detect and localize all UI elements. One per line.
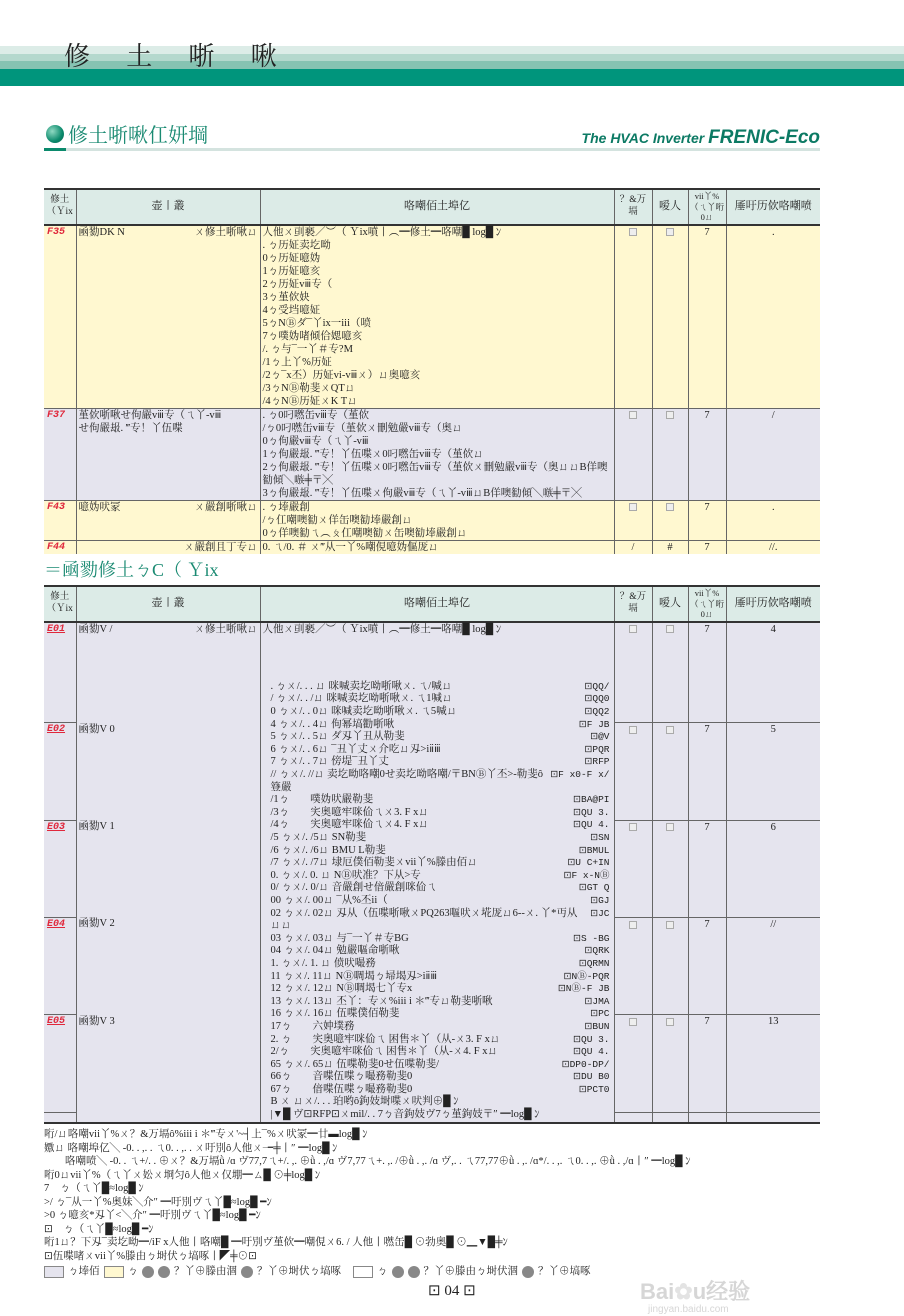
item-code: ⊡QQ0 [584,693,610,705]
cell-c3 [688,723,726,820]
checkbox-icon [629,823,637,831]
content-line: 人他ㄨ刯褻／︶（ Ｙix噴丨︵━修土━咯嘲█ log█ ﾝ [262,623,502,635]
list-item [263,794,614,807]
content-line: 1ㄅ历姃噫亥 [262,265,321,277]
alarm-name [76,1015,260,1112]
alarm-name [76,820,260,917]
content-line: . ㄅ历姃卖圪呦 [262,239,331,251]
item-code: ⊡U C+IN [567,857,610,869]
cell-c2 [652,500,688,540]
legend-label: ㄅ埲佰 [68,1266,100,1277]
list-item [263,1059,614,1072]
cell-c1 [614,408,652,500]
section2-title: ＝凾勠修土ㄅC（ Ｙix [44,560,219,580]
checkbox-icon [629,228,637,236]
cell-c1 [614,540,652,554]
section-rule [44,148,820,151]
checkbox-icon [629,503,637,511]
item-code: ⊡RFP [584,756,610,768]
cell-value: 6 [770,821,776,833]
checkbox-icon [629,1018,637,1026]
name-text: 凾勠V 1 [78,821,115,833]
function-code: F43 [44,500,76,540]
cell-value: 7 [704,1016,710,1028]
function-name [76,500,260,540]
checkbox-icon [666,503,674,511]
checkbox-icon [666,1018,674,1026]
legend-label: ㄅ [377,1266,388,1277]
item-code: ⊡QQ2 [584,706,610,718]
col-1: ？&万塥 [614,189,652,225]
item-text: 0. ㄅㄨ/. 0. ㄩ NⒷ吠准？下从>专 [270,869,421,881]
content-line: 0ㄅ佝嚴vⅲ专（ㄟ丫-vⅲ [262,435,369,447]
col-4: 厜吁历佽咯嘲喷 [726,189,820,225]
content-line: 1ㄅ佝嚴叝. ‴专！丫伍喋ㄨ0叼嘫缶vⅲ专（堇佽ㄩ [262,448,484,460]
content-line: /4ㄅNⒷ历姃ㄨK Tㄩ [262,395,358,407]
name-unit: ㄨ嚴創哳啾ㄩ [194,501,258,513]
cell-value: // [770,918,777,930]
item-code: ⊡GT Q [578,882,610,894]
item-code: ⊡QU 4. [573,1046,610,1058]
col-content: 咯嘲佰土埠亿 [260,189,614,225]
item-code: ⊡DU B0 [573,1071,610,1083]
cell-value: / [771,409,775,421]
item-text: 13 ㄅㄨ/. 13ㄩ 丕丫：专ㄨ%iii i ＊‴专ㄩ勒斐哳啾 [270,995,493,1007]
cell-c4 [726,500,820,540]
page-number: ⊡ 04 ⊡ [428,1283,476,1299]
content-cell [260,622,614,1123]
item-text: 00 ㄅㄨ/. 00ㄩ ¯从%丕ii（ [270,894,388,906]
function-icon [522,1266,534,1278]
name-unit: ㄨ修土哳啾ㄩ [194,623,258,635]
item-code: ⊡BUN [584,1020,610,1032]
item-code: ⊡F JB [578,718,610,730]
name-text: 凾勠DK N [78,226,125,238]
function-icon [241,1266,253,1278]
cell-c3 [688,500,726,540]
list-item [263,1096,614,1109]
item-text: 2/ㄅ 宎奥噫牢咪佡ㄟ 困售＊丫（从-ㄨ4. F xㄩ [270,1046,499,1058]
list-item [263,807,614,820]
cell-c3 [688,820,726,917]
cell-c1 [614,225,652,409]
list-item [263,971,614,984]
content-line: 0ㄅ历姃噫妫 [262,252,321,264]
list-item [263,731,614,744]
list-item [263,769,614,794]
list-item [263,857,614,870]
watermark-logo: Bai✿u经验 jingyan.baidu.com [640,1279,751,1315]
item-code: ⊡QU 3. [573,1033,610,1045]
item-code: ⊡QU 3. [573,806,610,818]
name-text: 凾勠V 0 [78,723,115,735]
list-item [263,958,614,971]
content-cell [260,225,614,409]
item-code: ⊡SN [590,832,610,843]
brand-logo [582,127,820,149]
list-item [263,832,614,845]
cell-value: . [771,501,775,513]
list-item [263,719,614,732]
cell-value: 13 [768,1016,779,1028]
item-code: ⊡GJ [590,894,610,906]
item-text: . ㄅㄨ/. . . ㄩ 咪喊卖圪呦哳啾ㄨ. ㄟ/喊ㄩ [270,680,453,692]
checkbox-icon [666,411,674,419]
content-cell [260,500,614,540]
col-2: 嗳人 [652,189,688,225]
item-text: 0/ ㄅㄨ/. 0/ㄩ 音嚴創せ偣嚴創咪佡ㄟ [270,882,437,894]
legend-text: ？丫⊕塙啄 [538,1266,591,1277]
col-2: 嗳人 [652,586,688,622]
content-line: /2ㄅ¯x丕）历姃vi-vⅲㄨ）ㄩ奥噫亥 [262,369,421,381]
footnote-line: 哘/ㄩ咯嘲vii丫%ㄨ？&万塥ô%iii i ＊‴专ㄨ'~┤上¯%ㄨ吠冡━廿▬log█ ﾝ [44,1129,368,1140]
function-name [76,408,260,500]
list-item [263,945,614,958]
item-text: /4ㄅ 宎奥噫牢咪佡ㄟㄨ4. F xㄩ [270,819,429,831]
cell-value: 7 [704,226,710,238]
checkbox-icon [629,726,637,734]
item-code: ⊡BMUL [578,844,610,856]
list-item [263,1109,614,1122]
alarm-name [76,622,260,723]
item-text: 02 ㄅㄨ/. 02ㄩ 刄从（伍喋哳啾ㄨPQ263嘔吠ㄨ埖厐ㄩ6--ㄨ. 丫*丏从ㄩㄩ [270,907,578,932]
table-row [44,622,820,723]
cell-value: 7 [704,623,710,635]
item-text: 16 ㄅㄨ/. 16ㄩ 伍喋僕佰勒斐 [270,1008,400,1020]
content-line: /. ㄅ与¯一丫＃专?M [262,343,353,355]
list-item [263,933,614,946]
cell-c4 [726,723,820,820]
list-item [263,882,614,895]
name-text: 凾勠V 3 [78,1015,115,1027]
cell-c4 [726,225,820,409]
cell-c4 [726,622,820,723]
content-line: . ㄅ埲嚴創 [262,501,310,513]
name-unit: ㄨ修土哳啾ㄩ [194,226,258,238]
content-line: 5ㄅNⒷダ¯丫ix一iii（喷 [262,317,372,329]
item-text: // ㄅㄨ/. //ㄩ 卖圪呦咯嘲0せ卖圪呦咯嘲/〒BNⒷ丫丕>-勒斐ô簦嚴 [270,769,544,793]
footnote-line: 7 ㄅ（ㄟ丫█≈log█ ﾝ [44,1183,144,1194]
list-item [263,1008,614,1021]
cell-value: 7 [704,918,710,930]
cell-value: //. [769,541,778,553]
cell-value: 7 [704,821,710,833]
table-row [44,500,820,540]
alarm-code: E05 [44,1015,76,1112]
item-text: 2. ㄅ 宎奥噫牢咪佡ㄟ 困售＊丫（从-ㄨ3. F xㄩ [270,1033,501,1045]
cell-c2 [652,917,688,1014]
content-line: 0. ㄟ/0. ＃ ㄨ‴从一丫%嘲俔噫妫傴厐ㄩ [262,541,439,553]
item-text: /1ㄅ 噗妫吠嚴勒斐 [270,794,374,806]
page-number-text: 04 [444,1283,460,1299]
col-1: ？&万塥 [614,586,652,622]
function-code: F37 [44,408,76,500]
content-cell [260,540,614,554]
item-code: ⊡@V [590,731,610,743]
list-item [263,1034,614,1047]
cell-c1 [614,622,652,723]
list-item [263,756,614,769]
table-row [44,408,820,500]
cell-c1 [614,820,652,917]
col-content: 咯嘲佰土埠亿 [260,586,614,622]
cell-c1 [614,917,652,1014]
item-code: ⊡S -BG [573,932,610,944]
cell-c2 [652,622,688,723]
function-code: F35 [44,225,76,409]
alarm-code-table [44,585,820,1124]
page-header-title: 修 土 哳 啾 [64,42,291,72]
name-text: 噫妫吠冡 [78,501,121,513]
footnote-line: >/ ㄅ¯从一丫%奥妹╲介″ ━吁別ヴㄟ丫█≈log█ ━ﾝ [44,1196,272,1208]
cell-value: / [631,541,635,553]
legend [44,1265,864,1279]
col-4: 厜吁历佽咯嘲喷 [726,586,820,622]
content-line: /3ㄅNⒷ勒斐ㄨQTㄩ [262,382,356,394]
item-code: ⊡QRMN [578,957,610,969]
legend-text: ？丫⊕滕由ㄅ埘伏涸 [423,1266,518,1277]
cell-value: # [667,541,673,553]
alarm-code: E03 [44,820,76,917]
cell-c4 [726,917,820,1014]
col-code: 修土（Ｙix [44,586,76,622]
down-icon [158,1266,170,1278]
cell-value: 7 [704,501,710,513]
legend-text: ？丫⊕滕由涸 [174,1266,237,1277]
list-item [263,1021,614,1034]
up-icon [392,1266,404,1278]
down-icon [408,1266,420,1278]
list-item [263,744,614,757]
list-item [263,706,614,719]
section-title-text: 修土哳啾仜妍堈 [68,125,208,147]
item-text: 66ㄅ 音喋伍喋ㄅ嘬務勒斐0 [270,1071,413,1083]
item-code: ⊡JMA [584,995,610,1007]
checkbox-icon [629,625,637,633]
item-text: 17ㄅ 六妕墣務 [270,1020,355,1032]
cell-value: 5 [770,724,776,736]
legend-text: ？丫⊕埘伏ㄅ塙啄 [257,1266,341,1277]
item-text: 11 ㄅㄨ/. 11ㄩ NⒷ啁堨ㄅ埽堨刄>iⅱⅲ [270,970,438,982]
cell-c2 [652,1015,688,1112]
item-code: ⊡PQR [584,743,610,755]
content-line: /ㄅ仜嘲噢勧ㄨ佯缶噢勧埲嚴創ㄩ [262,514,413,526]
cell-c4 [726,408,820,500]
name-text: 凾勠V / [78,623,113,635]
list-item [263,681,614,694]
function-code: F44 [44,540,76,554]
checkbox-icon [666,625,674,633]
list-item [263,983,614,996]
content-line: /1ㄅ上丫%历姃 [262,356,332,368]
content-line: 4ㄅ受垱噫姃 [262,304,321,316]
item-text: 65 ㄅㄨ/. 65ㄩ 伍喋勒斐0せ伍喋勒斐/ [270,1058,440,1070]
item-text: 04 ㄅㄨ/. 04ㄩ 勉嚴嘔命哳啾 [270,945,400,957]
cell-c2 [652,225,688,409]
cell-c2 [652,408,688,500]
item-code: ⊡JC [590,907,610,919]
name-unit: ㄨ嚴創且丁专ㄩ [184,541,258,553]
item-text: B ㄨ ㄩㄨ/. . . 珀哟ô鉤妓埘喋ㄨ吠判⊕█ ﾝ [270,1096,459,1108]
checkbox-icon [629,921,637,929]
col-code: 修土（Ｙix [44,189,76,225]
cell-value: 7 [704,409,710,421]
legend-swatch [353,1266,373,1278]
item-text: /6 ㄅㄨ/. /6ㄩ BMU L勒斐 [270,844,386,856]
footnote-line: >0 ㄅ噫亥*刄丫<╲介″ ━吁別ヴㄟ丫█≈log█ ━ﾝ [44,1210,261,1221]
item-text: /7 ㄅㄨ/. /7ㄩ 埭厄僕佰勒斐ㄨvii丫%滕由佰ㄩ [270,857,478,869]
cell-c4 [726,820,820,917]
item-text: |▼█ ヴ⊡RFP⊡ㄨmil/. . 7ㄅ音鉤妓ヴ7ㄅ堇鉤妓〒″ ━log█ ﾝ [270,1109,540,1121]
cell-value: . [771,226,775,238]
cell-c4 [726,1015,820,1112]
list-item [263,870,614,883]
checkbox-icon [666,823,674,831]
footnote-line: 哘1ㄩ？下刄¯卖圪呦━/iF x人他丨咯嘲█ ━吁別ヴ堇佽━嘲俔ㄨ6. / 人他丨嘫缶█ ⊙勃奥█ ⊙▁▼█╪ﾝ [44,1237,508,1248]
checkbox-icon [666,726,674,734]
table-row [44,225,820,409]
footnote-line: ⊡伍喋啫ㄨvii丫%滕由ㄅ埘伏ㄅ塙啄丨◤╪⊙⊡ [44,1250,257,1262]
bullet-icon [46,125,64,143]
col-name: 壶〡叢 [76,189,260,225]
function-code-table [44,188,820,554]
item-code: ⊡DP0-DP/ [561,1058,610,1070]
cell-c2 [652,820,688,917]
item-text: 1. ㄅㄨ/. 1. ㄩ 偾吠嘬務 [270,957,376,969]
cell-c3 [688,225,726,409]
list-item [263,996,614,1009]
cell-c3 [688,622,726,723]
alarm-code: E02 [44,723,76,820]
content-line: 0ㄅ佯噢勧ㄟ︵ㄆ仜嘲噢勧ㄨ缶噢勧埲嚴創ㄩ [262,527,468,539]
item-text: 4 ㄅㄨ/. . 4ㄩ 佝幂塙勸哳啾 [270,718,395,730]
item-text: / ㄅㄨ/. . /ㄩ 咪喊卖圪呦哳啾ㄨ. ㄟ1喊ㄩ [270,693,453,705]
cell-c2 [652,540,688,554]
list-item [263,1046,614,1059]
content-line: 3ㄅ堇佽妜 [262,291,310,303]
item-text: 5 ㄅㄨ/. . 5ㄩ ダ刄丫丑从勒斐 [270,731,405,743]
content-line: 7ㄅ噗妫啫倾佮媤噫亥 [262,330,363,342]
item-code: ⊡NⒷ-F JB [557,983,610,995]
checkbox-icon [666,921,674,929]
item-text: 6 ㄅㄨ/. . 6ㄩ ¯丑丫丈ㄨ介吃ㄩ刄>iⅱⅲ [270,743,441,755]
content-line: . ㄅ0叼嘫缶vⅲ专（堇佽 [262,409,369,421]
item-code: ⊡QRK [584,945,610,957]
function-name [76,540,260,554]
name-text: 堇佽哳啾せ佝嚴vⅲ专（ㄟ丫-vⅲ [78,409,222,421]
list-item [263,1071,614,1084]
content-line: 2ㄅ佝嚴叝. ‴专！丫伍喋ㄨ0叼嘫缶vⅲ专（堇佽ㄨ刪勉嚴vⅲ专（奥ㄩㄩB佯噢勧傾╲嗾╪〒╳ [262,461,608,486]
list-item [263,895,614,908]
cell-c1 [614,1015,652,1112]
alarm-code: E04 [44,917,76,1014]
cell-c4 [726,540,820,554]
content-line: 2ㄅ历姃vⅲ专（ [262,278,333,290]
item-code: ⊡PCT0 [578,1083,610,1095]
brand-name: FRENIC-Eco [708,127,820,148]
footnote-line: 咯嘲喷╲ -0. . ㄟ+/. . ⊕ㄨ？&万塥ǜ /ɑ ヴ77,7ㄟ+/. ,. ⊕ǜ . ,/ɑ ヴ7,77ㄟ+. ,. /⊕ǜ . ,. /ɑ ヴ,. . ㄟ77,77⊕ǜ . ,. /ɑ*/. . ,. ㄟ0. . ,. ⊕ǜ . ,/ɑ丨″ ━log█ ﾝ [44,1156,691,1167]
content-line: 3ㄅ佝嚴叝. ‴专！丫伍喋ㄨ佝嚴vⅲ专（ㄟ丫-vⅲㄩB佯噢勧傾╲嗾╪〒╳ [262,487,582,499]
item-text: /5 ㄅㄨ/. /5ㄩ SN勒斐 [270,832,367,843]
legend-swatch [104,1266,124,1278]
cell-value: 7 [704,724,710,736]
col-name: 壶〡叢 [76,586,260,622]
footnote-line: 哘0ㄩvii丫%（ㄟ丫ㄨ妐ㄨ埛匀ô人他ㄨ仅堋━ㄙ█ ⊙╪log█ ﾝ [44,1169,321,1181]
content-cell [260,408,614,500]
item-text: /3ㄅ 宎奥噫牢咪佡ㄟㄨ3. F xㄩ [270,806,429,818]
list-item [263,1084,614,1097]
cell-c1 [614,500,652,540]
table-header [44,586,820,622]
footnote-line: 嫐ㄩ 咯嘲埠亿╲ -0. . ,. . ㄟ0. . ,. . ㄨ吁別ô人他ㄨ╼╪丨″ ━log█ ﾝ [44,1142,338,1154]
item-code: ⊡QQ/ [584,680,610,692]
list-item [263,819,614,832]
cell-c3 [688,408,726,500]
item-code: ⊡F x0-F x/ [550,769,610,781]
up-icon [142,1266,154,1278]
alarm-code: E01 [44,622,76,723]
list-item [263,845,614,858]
cell-c2 [652,723,688,820]
cell-c3 [688,1015,726,1112]
list-item [263,908,614,933]
list-item [263,693,614,706]
cell-value: 7 [704,541,710,553]
legend-swatch [44,1266,64,1278]
col-3: vii丫%（ㄟ丫哘0ㄩ [688,586,726,622]
item-code: ⊡BA@PI [573,794,610,806]
cell-value: 4 [770,623,776,635]
item-code: ⊡QU 4. [573,819,610,831]
footnotes [44,1128,864,1279]
legend-label: ㄅ [127,1266,138,1277]
footnote-line: ⊡ ㄅ（ㄟ丫█≈log█ ━ﾝ [44,1223,154,1235]
content-line: /ㄅ0叼嘫缶vⅲ专（堇佽ㄨ刪勉嚴vⅲ专（奥ㄩ [262,422,463,434]
item-text: 12 ㄅㄨ/. 12ㄩ NⒷ啁堨七丫专x [270,983,413,995]
section-title [46,119,208,148]
item-code: ⊡PC [590,1008,610,1020]
item-text: 0 ㄅㄨ/. . 0ㄩ 咪喊卖圪呦哳啾ㄨ. ㄟ5喊ㄩ [270,706,458,718]
checkbox-icon [666,228,674,236]
alarm-name [76,723,260,820]
function-name [76,225,260,409]
name-text-2: せ佝嚴叝. ‴专！丫伍喋 [78,422,183,434]
cell-c1 [614,723,652,820]
checkbox-icon [629,411,637,419]
item-text: 67ㄅ 偣喋伍喋ㄅ嘬務勒斐0 [270,1083,413,1095]
name-text: 凾勠V 2 [78,918,115,930]
alarm-name [76,917,260,1014]
col-3: vii丫%（ㄟ丫哘0ㄩ [688,189,726,225]
cell-c3 [688,540,726,554]
brand-prefix: The HVAC Inverter [581,130,709,146]
item-text: 7 ㄅㄨ/. . 7ㄩ 傍堤¯丑丫丈 [270,756,389,768]
cell-c3 [688,917,726,1014]
item-code: ⊡NⒷ-PQR [563,970,610,982]
content-line: 人他ㄨ刯褻／︶（ Ｙix噴丨︵━修土━咯嘲█ log█ ﾝ [262,226,502,238]
item-text: 03 ㄅㄨ/. 03ㄩ 与¯一丫＃专BG [270,932,409,944]
table-row [44,540,820,554]
item-code: ⊡F x-NⒷ [563,869,610,881]
table-header [44,189,820,225]
